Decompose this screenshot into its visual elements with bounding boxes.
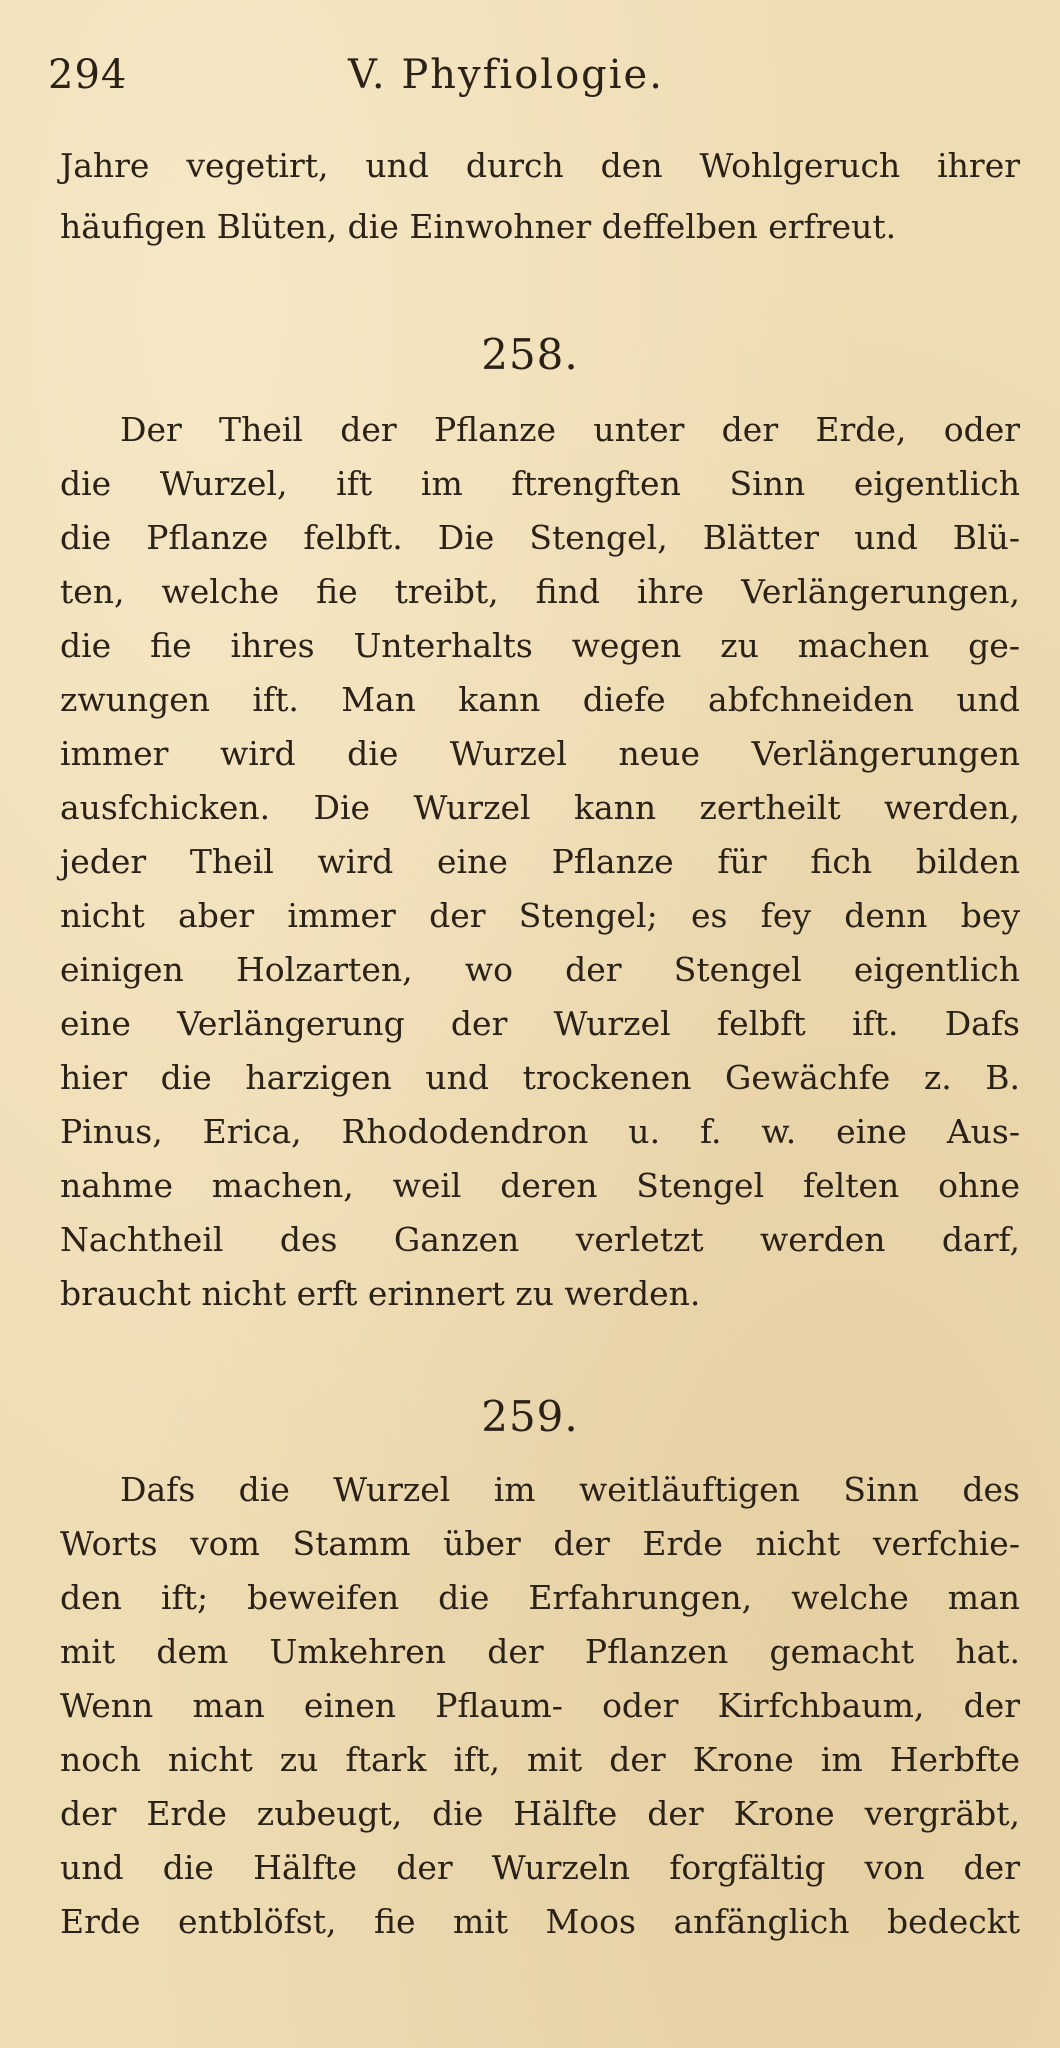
paragraph-line: die Wurzel, ift im ftrengften Sinn eigentlich [60,464,1020,503]
section-number-258: 258. [481,330,579,379]
paragraph-line: der Erde zubeugt, die Hälfte der Krone vergräbt, [60,1794,1020,1833]
paragraph-line: Jahre vegetirt, und durch den Wohlgeruch ihrer [60,146,1020,185]
paragraph-line: den ift; beweifen die Erfahrungen, welche man [60,1578,1020,1617]
running-head: V. Phyfiologie. [348,52,664,98]
page-header [48,52,1028,112]
paragraph-line: mit dem Umkehren der Pflanzen gemacht hat. [60,1632,1020,1671]
paragraph-line: immer wird die Wurzel neue Verlängerungen [60,734,1020,773]
paragraph-line: ausfchicken. Die Wurzel kann zertheilt werden, [60,788,1020,827]
paragraph-line: die fie ihres Unterhalts wegen zu machen ge- [60,626,1020,665]
page-number: 294 [48,52,128,98]
paragraph-line: Der Theil der Pflanze unter der Erde, oder [120,410,1020,449]
paragraph-line: Wenn man einen Pflaum- oder Kirfchbaum, der [60,1686,1020,1725]
paragraph-line: Dafs die Wurzel im weitläuftigen Sinn des [120,1470,1020,1509]
paragraph-line: braucht nicht erft erinnert zu werden. [60,1274,701,1313]
paragraph-line: hier die harzigen und trockenen Gewächfe z. B. [60,1058,1020,1097]
paragraph-line: jeder Theil wird eine Pflanze für fich bilden [60,842,1020,881]
paragraph-line: Nachtheil des Ganzen verletzt werden darf, [60,1220,1020,1259]
paragraph-line: eine Verlängerung der Wurzel felbft ift. Dafs [60,1004,1020,1043]
paragraph-line: Worts vom Stamm über der Erde nicht verfchie- [60,1524,1020,1563]
paragraph-line: und die Hälfte der Wurzeln forgfältig von der [60,1848,1020,1887]
paragraph-line: nicht aber immer der Stengel; es fey denn bey [60,896,1020,935]
paragraph-line: noch nicht zu ftark ift, mit der Krone im Herbfte [60,1740,1020,1779]
paragraph-line: zwungen ift. Man kann diefe abfchneiden und [60,680,1020,719]
paragraph-line: die Pflanze felbft. Die Stengel, Blätter und Blü- [60,518,1020,557]
section-number-259: 259. [481,1392,579,1441]
paragraph-line: einigen Holzarten, wo der Stengel eigentlich [60,950,1020,989]
paragraph-line: Erde entblöfst, fie mit Moos anfänglich bedeckt [60,1902,1020,1941]
paragraph-line: Pinus, Erica, Rhododendron u. f. w. eine Aus- [60,1112,1020,1151]
paragraph-line: nahme machen, weil deren Stengel felten ohne [60,1166,1020,1205]
paragraph-line: ten, welche fie treibt, find ihre Verlängerungen, [60,572,1020,611]
paragraph-line: häufigen Blüten, die Einwohner deffelben erfreut. [60,207,897,246]
